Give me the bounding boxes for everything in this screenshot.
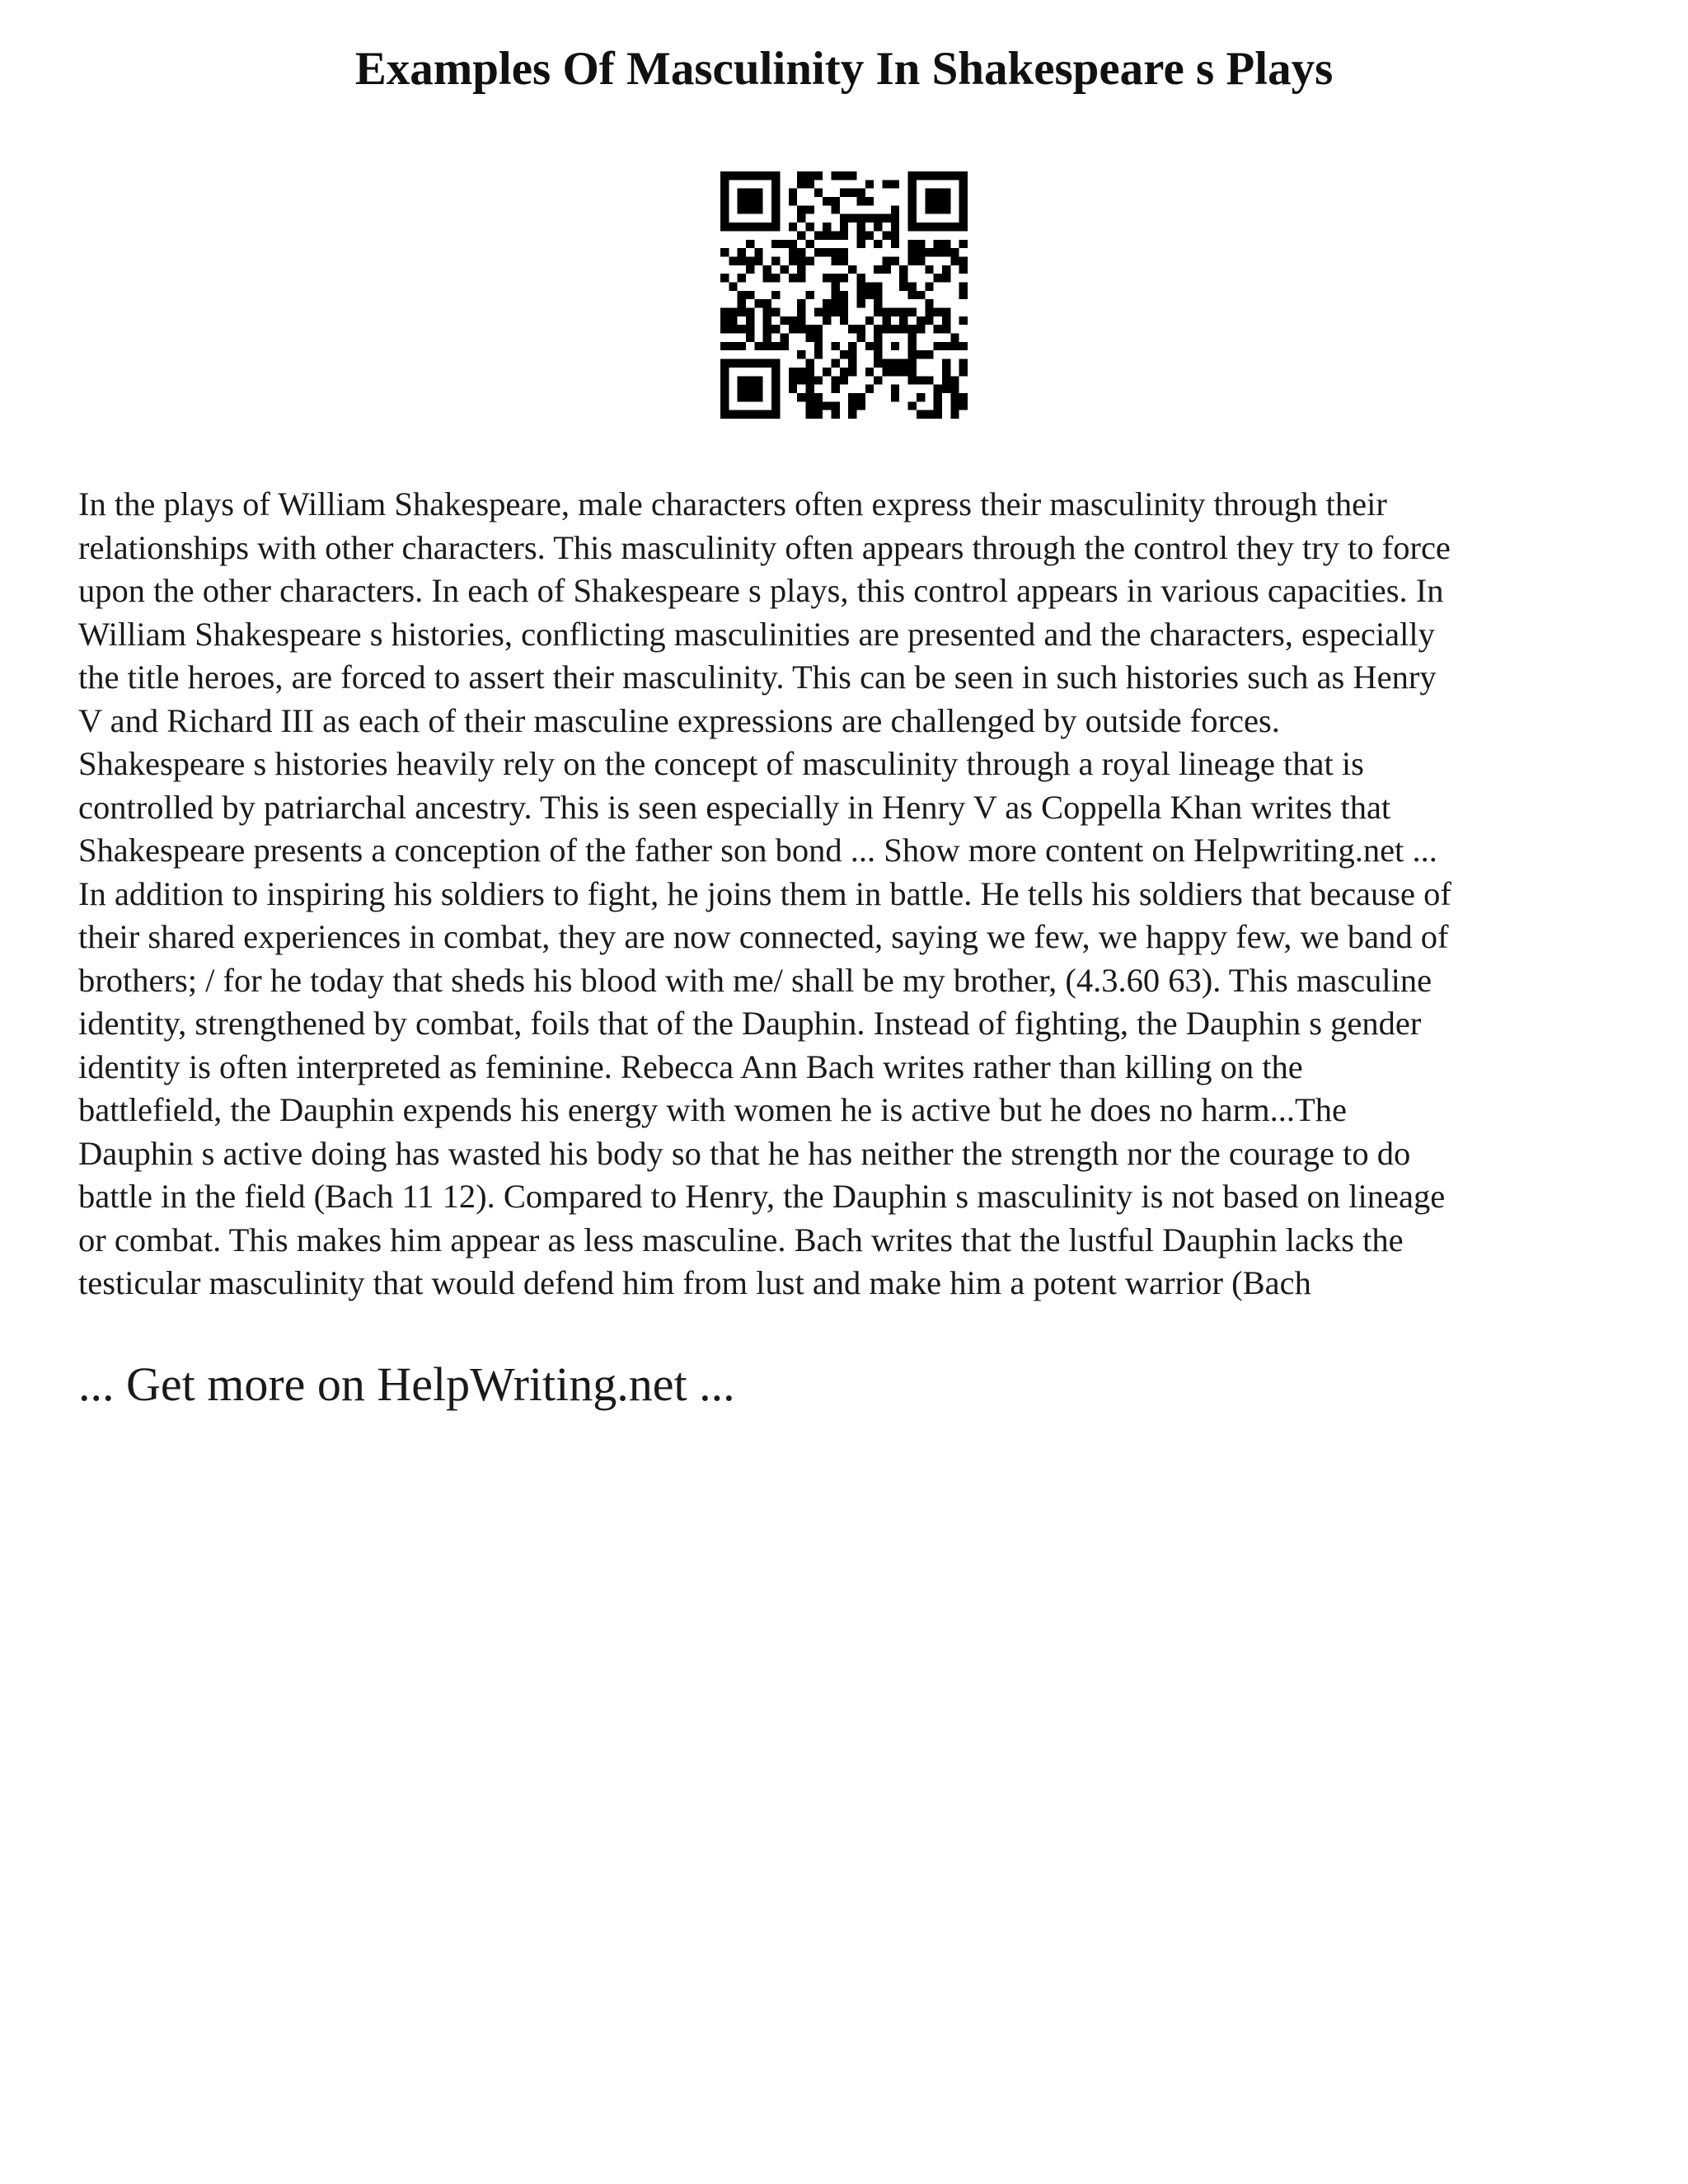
body-line: Dauphin s active doing has wasted his body so that he has neither the strength nor the courage to do	[78, 1134, 1411, 1172]
body-line: brothers; / for he today that sheds his blood with me/ shall be my brother, (4.3.60 63). This masculine	[78, 961, 1432, 999]
body-line: battlefield, the Dauphin expends his energy with women he is active but he does no harm...The	[78, 1091, 1347, 1128]
body-line: relationships with other characters. This masculinity often appears through the control they try to force	[78, 528, 1451, 566]
body-line: battle in the field (Bach 11 12). Compared to Henry, the Dauphin s masculinity is not based on lineage	[78, 1178, 1446, 1215]
body-line: Shakespeare s histories heavily rely on the concept of masculinity through a royal lineage that is	[78, 745, 1364, 782]
body-line: their shared experiences in combat, they are now connected, saying we few, we happy few, we band of	[78, 918, 1449, 955]
body-line: Shakespeare presents a conception of the father son bond ... Show more content on Helpwriting.net ...	[78, 832, 1437, 869]
get-more-link[interactable]: ... Get more on HelpWriting.net ...	[78, 1357, 735, 1411]
body-line: V and Richard III as each of their masculine expressions are challenged by outside forces.	[78, 701, 1280, 739]
qr-code-icon	[720, 171, 968, 419]
body-line: upon the other characters. In each of Shakespeare s plays, this control appears in various capacities. In	[78, 572, 1444, 609]
body-line: testicular masculinity that would defend him from lust and make him a potent warrior (Bach	[78, 1264, 1311, 1301]
body-line: the title heroes, are forced to assert their masculinity. This can be seen in such histories such as Henry	[78, 658, 1437, 696]
body-line: William Shakespeare s histories, conflicting masculinities are presented and the characters, especially	[78, 615, 1435, 653]
body-line: or combat. This makes him appear as less masculine. Bach writes that the lustful Dauphin lacks the	[78, 1221, 1404, 1258]
body-line: controlled by patriarchal ancestry. This is seen especially in Henry V as Coppella Khan writes that	[78, 788, 1391, 826]
document-title: Examples Of Masculinity In Shakespeare s Plays	[354, 43, 1334, 95]
article-body	[78, 483, 1628, 1305]
body-line: In the plays of William Shakespeare, male characters often express their masculinity through their	[78, 485, 1387, 523]
body-line: identity, strengthened by combat, foils that of the Dauphin. Instead of fighting, the Dauphin s gender	[78, 1005, 1422, 1042]
body-line: In addition to inspiring his soldiers to fight, he joins them in battle. He tells his soldiers that because of	[78, 874, 1451, 912]
body-line: identity is often interpreted as feminine. Rebecca Ann Bach writes rather than killing on the	[78, 1047, 1303, 1085]
